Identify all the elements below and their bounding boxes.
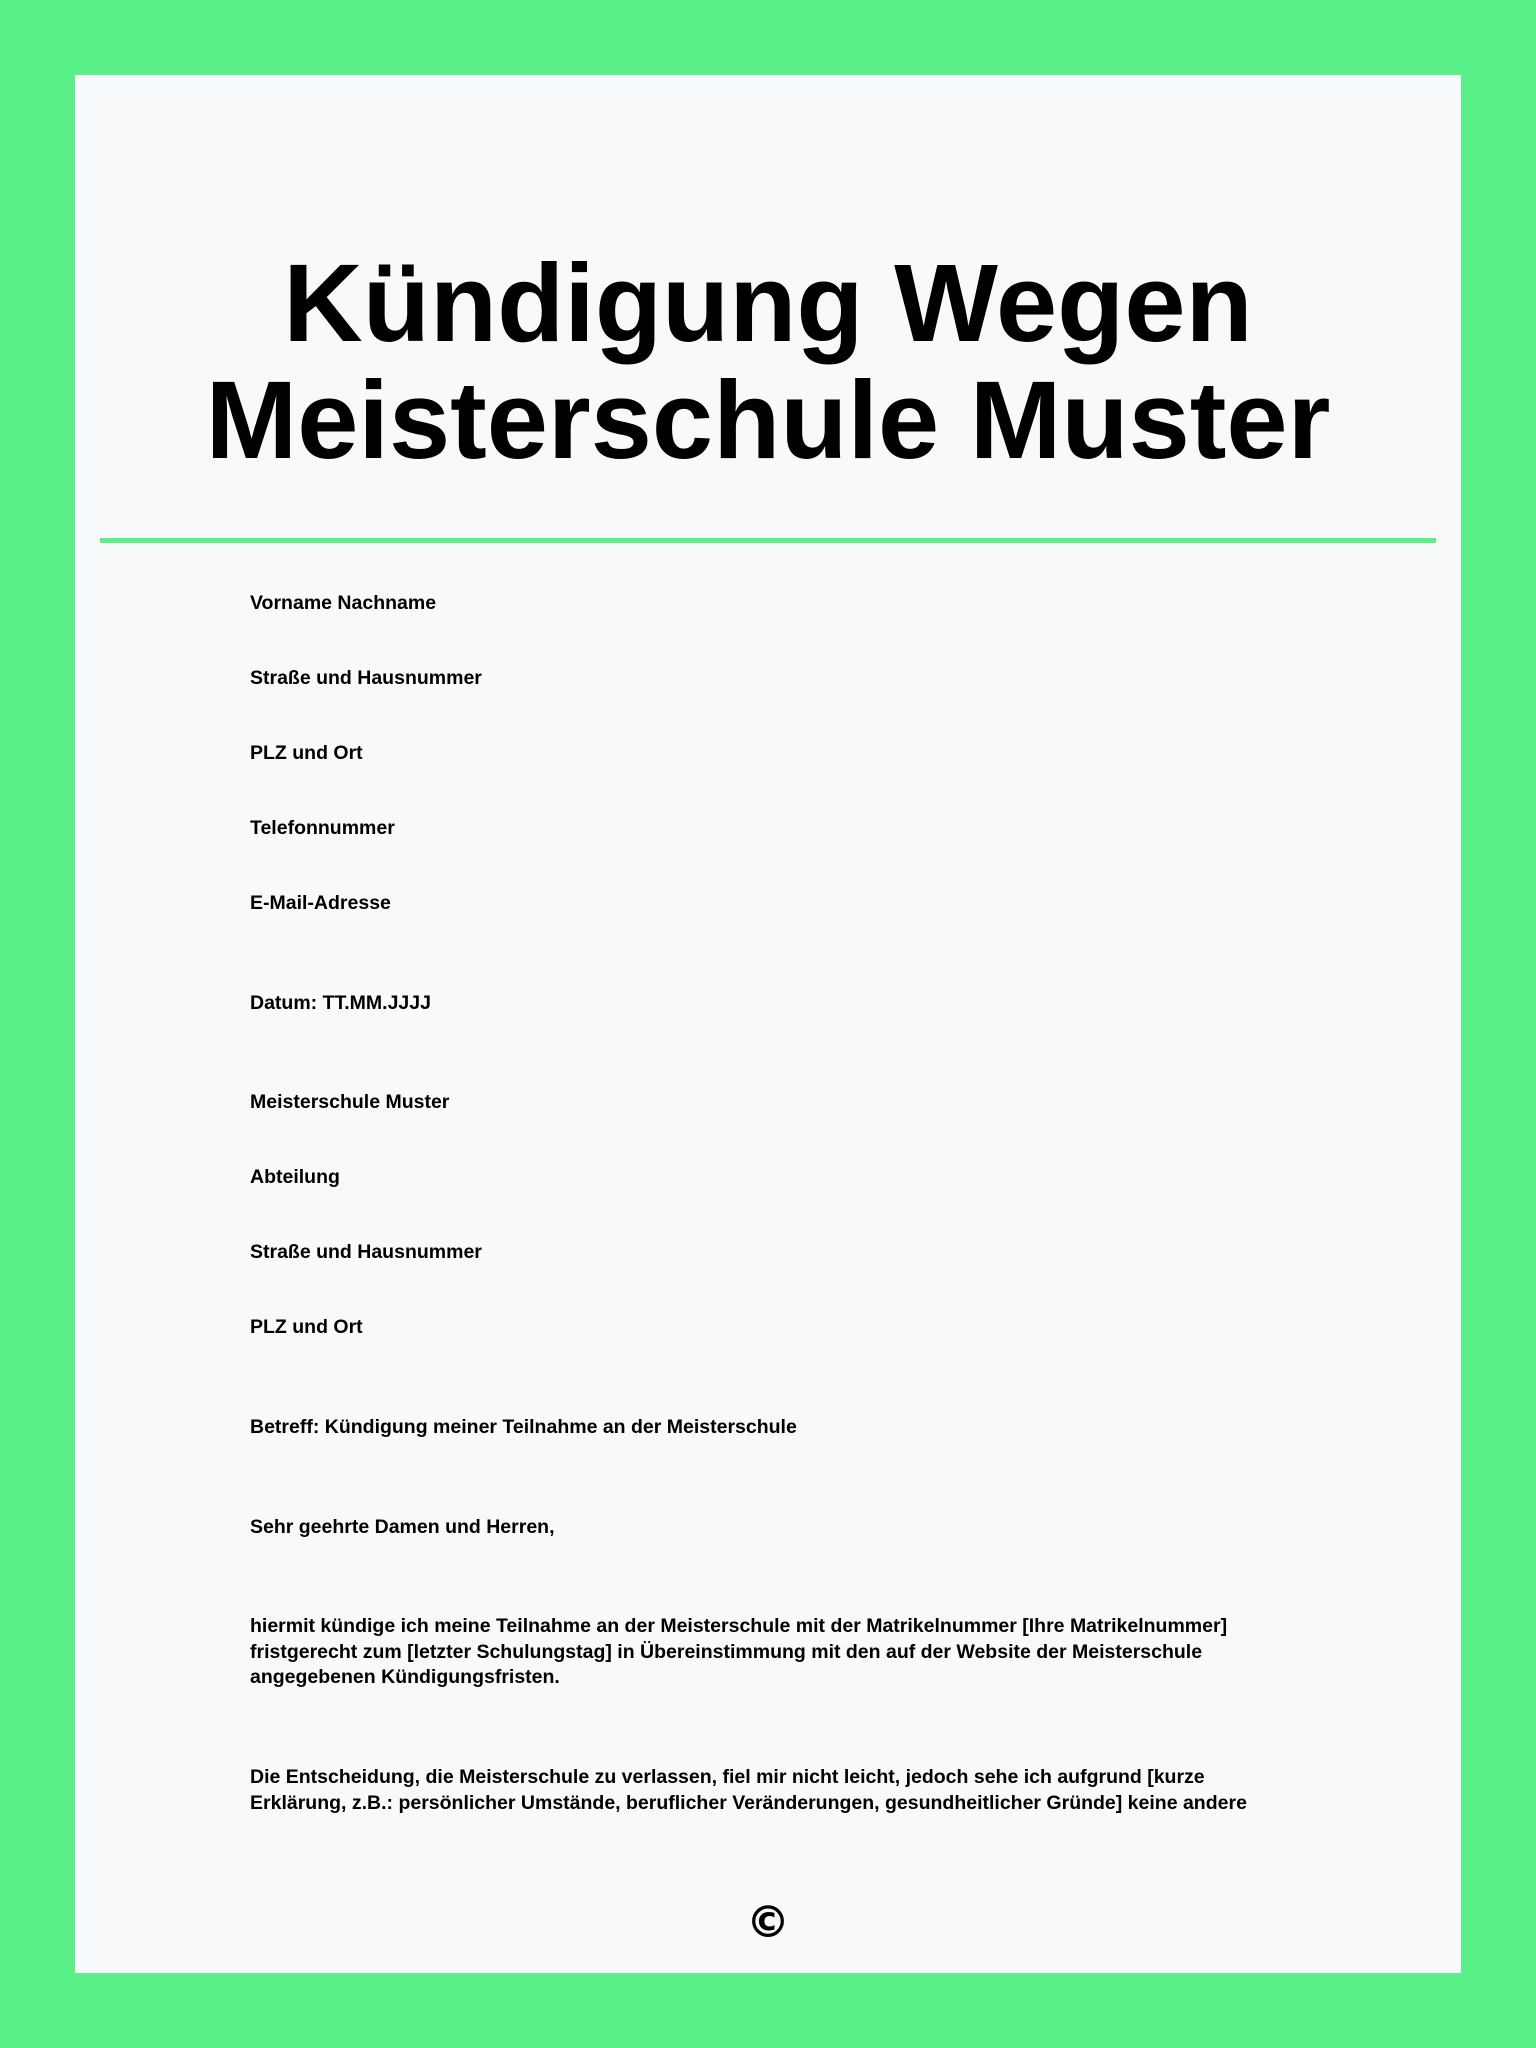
document-title bbox=[75, 242, 1461, 482]
recipient-street: Straße und Hausnummer bbox=[250, 1241, 482, 1263]
sender-name: Vorname Nachname bbox=[250, 592, 437, 614]
sender-city: PLZ und Ort bbox=[250, 742, 363, 764]
copyright-icon: © bbox=[746, 1897, 790, 1948]
title-line-2: Meisterschule Muster bbox=[205, 359, 1331, 482]
recipient-department: Abteilung bbox=[250, 1166, 340, 1188]
letter-subject: Betreff: Kündigung meiner Teilnahme an der Meisterschule bbox=[250, 1416, 797, 1438]
title-line-1: Kündigung Wegen bbox=[283, 242, 1253, 365]
sender-street: Straße und Hausnummer bbox=[250, 667, 482, 689]
title-divider bbox=[100, 538, 1436, 543]
recipient-city: PLZ und Ort bbox=[250, 1316, 363, 1338]
sender-phone: Telefonnummer bbox=[250, 817, 395, 839]
letter-salutation: Sehr geehrte Damen und Herren, bbox=[250, 1516, 555, 1538]
letter-paragraph-2: Die Entscheidung, die Meisterschule zu verlassen, fiel mir nicht leicht, jedoch sehe ich aufgrund [kurze Erklärung, z.B.: persönlicher Umstände, beruflicher Veränderungen, gesundheitlicher Gründe] keine andere bbox=[250, 1766, 1247, 1814]
document-page bbox=[75, 75, 1461, 1973]
letter-date: Datum: TT.MM.JJJJ bbox=[250, 992, 431, 1014]
sender-email: E-Mail-Adresse bbox=[250, 892, 391, 914]
letter-paragraph-1: hiermit kündige ich meine Teilnahme an der Meisterschule mit der Matrikelnummer [Ihre Matrikelnummer] fristgerecht zum [letzter Schulungstag] in Übereinstimmung mit den auf der Website der Meisterschule angegebenen Kündigungsfristen. bbox=[250, 1615, 1228, 1688]
recipient-name: Meisterschule Muster bbox=[250, 1091, 450, 1113]
